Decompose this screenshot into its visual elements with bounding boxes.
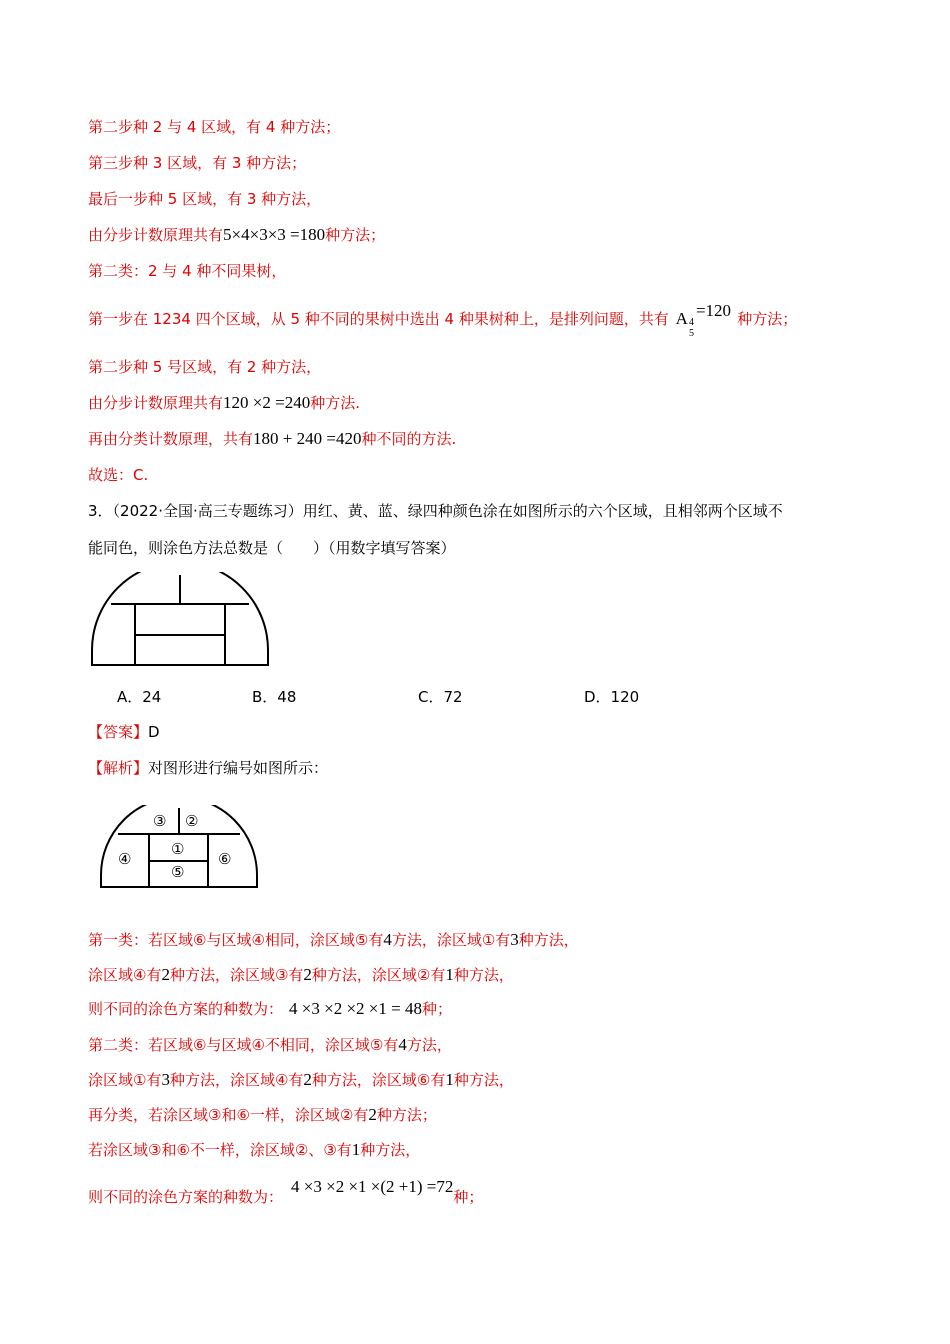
formula: 4 ×3 ×2 ×2 ×1 = 48: [289, 999, 422, 1018]
formula: 4: [398, 1035, 407, 1054]
solution-text: 第一类：若区域⑥与区域④相同，涂区域⑤有: [88, 931, 384, 949]
option-a: A．24: [117, 688, 162, 706]
formula: 2: [303, 965, 312, 984]
figure-regions: [88, 572, 278, 672]
question-source: （2022·全国·高三专题练习）: [112, 502, 303, 520]
solution-text: 由分步计数原理共有: [88, 394, 224, 412]
analysis-tag: 【解析】: [88, 759, 149, 777]
formula: 3: [161, 1070, 170, 1089]
region-6-label: ⑥: [218, 850, 232, 868]
solution-line: [88, 964, 514, 986]
formula: 1: [445, 1070, 454, 1089]
region-1-label: ①: [171, 840, 185, 858]
solution-text: 若涂区域③和⑥不一样，涂区域②、③有: [88, 1141, 352, 1159]
solution-text: 再由分类计数原理，共有: [88, 430, 254, 448]
analysis-text: 对图形进行编号如图所示：: [148, 759, 329, 777]
solution-line: 第二步种 2 与 4 区域，有 4 种方法；: [88, 118, 341, 136]
solution-line: [88, 1139, 420, 1161]
solution-text: 种方法；: [376, 1106, 437, 1124]
solution-text: 种方法，: [453, 966, 514, 984]
option-b: B．48: [252, 688, 297, 706]
solution-text: 种方法，涂区域④有: [169, 1071, 304, 1089]
option-c: C．72: [418, 688, 463, 706]
formula: 2: [161, 965, 170, 984]
answer-tag: 【答案】: [88, 723, 149, 741]
analysis-line: [88, 757, 328, 779]
formula: 3: [510, 930, 519, 949]
solution-line: 第二步种 5 号区域，有 2 种方法，: [88, 358, 322, 376]
solution-text: 种方法，: [518, 931, 579, 949]
solution-text: 种方法，: [453, 1071, 514, 1089]
solution-text: 种方法，涂区域③有: [169, 966, 304, 984]
solution-text: 涂区域④有: [88, 966, 162, 984]
formula: 4 ×3 ×2 ×1 ×(2 +1) =72: [291, 1177, 454, 1196]
solution-line: [88, 224, 385, 246]
solution-text: 则不同的涂色方案的种数为：: [88, 1000, 284, 1018]
answer-value: D: [148, 723, 160, 741]
formula: 1: [445, 965, 454, 984]
solution-line: [88, 1177, 484, 1208]
solution-text: 涂区域①有: [88, 1071, 162, 1089]
formula: 180 + 240 =420: [253, 429, 362, 448]
formula: 2: [303, 1070, 312, 1089]
solution-line: 第二类：2 与 4 种不同果树，: [88, 262, 287, 280]
solution-line: [88, 1069, 514, 1091]
solution-text: 种；: [453, 1188, 484, 1206]
question-line: [88, 500, 783, 522]
region-4-label: ④: [118, 850, 132, 868]
region-2-label: ②: [185, 812, 199, 830]
solution-line: 最后一步种 5 区域，有 3 种方法，: [88, 190, 322, 208]
region-3-label: ③: [153, 812, 167, 830]
solution-text: 种方法.: [310, 394, 360, 412]
region-5-label: ⑤: [171, 863, 185, 881]
formula: 120 ×2 =240: [223, 393, 311, 412]
solution-text: 种方法，涂区域②有: [311, 966, 446, 984]
solution-text: 第一步在 1234 四个区域，从 5 种不同的果树中选出 4 种果树种上，是排列问题，共有: [88, 310, 669, 328]
formula: 4: [383, 930, 392, 949]
solution-text: 方法，: [406, 1036, 452, 1054]
solution-text: 种方法；: [325, 226, 386, 244]
solution-line: [88, 929, 579, 951]
option-d: D．120: [584, 688, 640, 706]
solution-line: [88, 998, 452, 1020]
solution-text: 再分类，若涂区域③和⑥一样，涂区域②有: [88, 1106, 369, 1124]
solution-text: 种方法，涂区域⑥有: [311, 1071, 446, 1089]
question-number: 3．: [88, 502, 113, 520]
question-text: 用红、黄、蓝、绿四种颜色涂在如图所示的六个区域，且相邻两个区域不: [302, 502, 783, 520]
solution-line: 故选：C.: [88, 466, 149, 484]
solution-text: 方法，涂区域①有: [391, 931, 511, 949]
solution-line: [88, 1034, 452, 1056]
solution-text: 由分步计数原理共有: [88, 226, 224, 244]
figure-numbered: [98, 805, 260, 889]
formula-sup: 4: [688, 317, 694, 328]
solution-line: [88, 428, 456, 450]
formula: 5×4×3×3 =180: [223, 225, 326, 244]
solution-line: 第三步种 3 区域，有 3 种方法；: [88, 154, 307, 172]
formula: 1: [351, 1140, 361, 1159]
solution-text: 种方法，: [360, 1141, 421, 1159]
question-line: 能同色，则涂色方法总数是（ ）（用数字填写答案）: [88, 539, 456, 557]
solution-text: 种不同的方法.: [361, 430, 457, 448]
answer-line: [88, 721, 160, 743]
solution-text: 第二类：若区域⑥与区域④不相同，涂区域⑤有: [88, 1036, 399, 1054]
formula-symbol: A: [675, 309, 688, 328]
solution-text: 种；: [421, 1000, 452, 1018]
formula: 2: [368, 1105, 377, 1124]
solution-line: [88, 392, 360, 414]
solution-text: 种方法；: [737, 310, 798, 328]
solution-line: [88, 301, 798, 339]
solution-text: 则不同的涂色方案的种数为：: [88, 1188, 284, 1206]
formula: [675, 301, 736, 339]
solution-line: [88, 1104, 437, 1126]
formula-sub: 5: [688, 328, 694, 339]
formula-value: =120: [695, 301, 732, 320]
